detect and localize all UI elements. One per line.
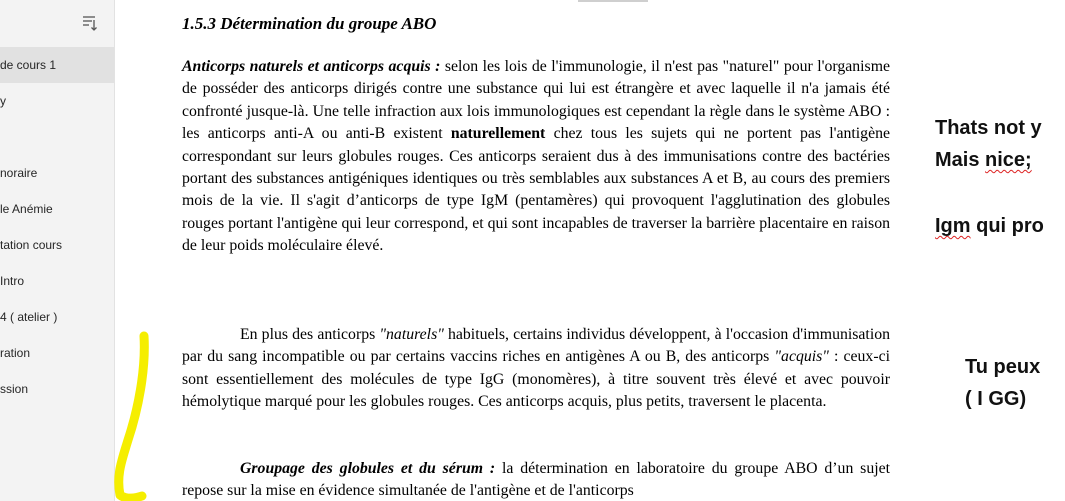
page-item[interactable]: noraire — [0, 166, 38, 180]
page-list — [0, 47, 115, 407]
typed-note-3[interactable] — [965, 351, 1040, 415]
typed-note-1[interactable] — [935, 112, 1042, 176]
paragraph-groupage[interactable] — [182, 458, 890, 501]
italic-term: "naturels" — [379, 326, 444, 343]
section-heading: 1.5.3 Détermination du groupe ABO — [182, 14, 437, 33]
page-item[interactable]: le Anémie — [0, 202, 53, 216]
note-line: Tu peux — [965, 356, 1041, 378]
sort-icon[interactable] — [80, 14, 98, 32]
paragraph-acquis[interactable] — [182, 324, 890, 414]
typed-note-2[interactable] — [935, 210, 1044, 242]
note-line: qui pro — [970, 215, 1044, 237]
paragraph-text: la détermination en laboratoire du groupe ABO d’un sujet repose sur la mise en évidence simultanée de l'antigène et de l'anticorps — [182, 460, 891, 500]
paragraph-text: chez tous les sujets qui ne portent pas l'antigène correspondant sur leurs globules rouges. Ces anticorps seraient dus à des immunisations contre des bactéries portant des substances antigéniques identiques ou très semblables aux substances A et B, au cours des premiers mois de la vie. Il s'agit d’anticorps de type IgM (pentamères) qui provoquent l'agglutination des globules rouges portant l'antigène qui leur correspond, et qui sont incapables de traverser la barrière placentaire en raison de leur poids moléculaire élevé. — [182, 125, 890, 255]
page-item[interactable] — [0, 119, 115, 155]
paragraph-anticorps[interactable] — [182, 56, 890, 258]
spellcheck-underline: Igm — [935, 215, 971, 237]
paragraph-text: habituels, certains individus développent, à l'occasion d'immunisation par du sang incompatible ou par certains vaccins riches en antigènes A ou B, des anticorps — [182, 326, 891, 366]
bold-term: naturellement — [450, 125, 546, 143]
paragraph-text: selon les lois de l'immunologie, il n'est pas "naturel" pour l'organisme de posséder des anticorps dirigés contre une substance qui lui est étrangère et avec laquelle il n'a jamais été confronté jusque-là. Une telle infraction aux lois immunologiques est cependant la règle dans le système ABO : les anticorps anti-A ou anti-B existent — [182, 58, 890, 143]
note-line: Thats not y — [935, 117, 1042, 139]
italic-term: "acquis" — [774, 348, 829, 366]
note-line: Mais nice; — [935, 149, 1032, 171]
page-item[interactable]: 4 ( atelier ) — [0, 310, 58, 324]
page-item[interactable]: de cours 1 — [0, 47, 115, 83]
page-item[interactable]: ration — [0, 346, 31, 360]
page-list-sidebar — [0, 0, 115, 501]
paragraph-lead: Anticorps naturels et anticorps acquis : — [182, 58, 441, 75]
note-line: ( I GG) — [965, 388, 1027, 410]
page-item[interactable]: ssion — [0, 382, 29, 396]
spellcheck-underline: nice; — [985, 149, 1032, 171]
paragraph-lead: Groupage des globules et du sérum : — [240, 460, 496, 477]
page-item[interactable]: y — [0, 94, 6, 108]
page-item[interactable]: tation cours — [0, 238, 63, 252]
paragraph-text: En plus des anticorps — [240, 326, 380, 343]
highlighter-ink-stroke[interactable] — [100, 330, 160, 501]
note-canvas[interactable] — [182, 0, 890, 501]
paragraph-text: : ceux-ci sont essentiellement des molécules de type IgG (monomères), à titre souvent très élevé et avec pouvoir hémolytique marqué pour les globules rouges. Ces anticorps acquis, plus petits, traversent le placenta. — [182, 348, 890, 411]
page-item[interactable]: Intro — [0, 274, 25, 288]
